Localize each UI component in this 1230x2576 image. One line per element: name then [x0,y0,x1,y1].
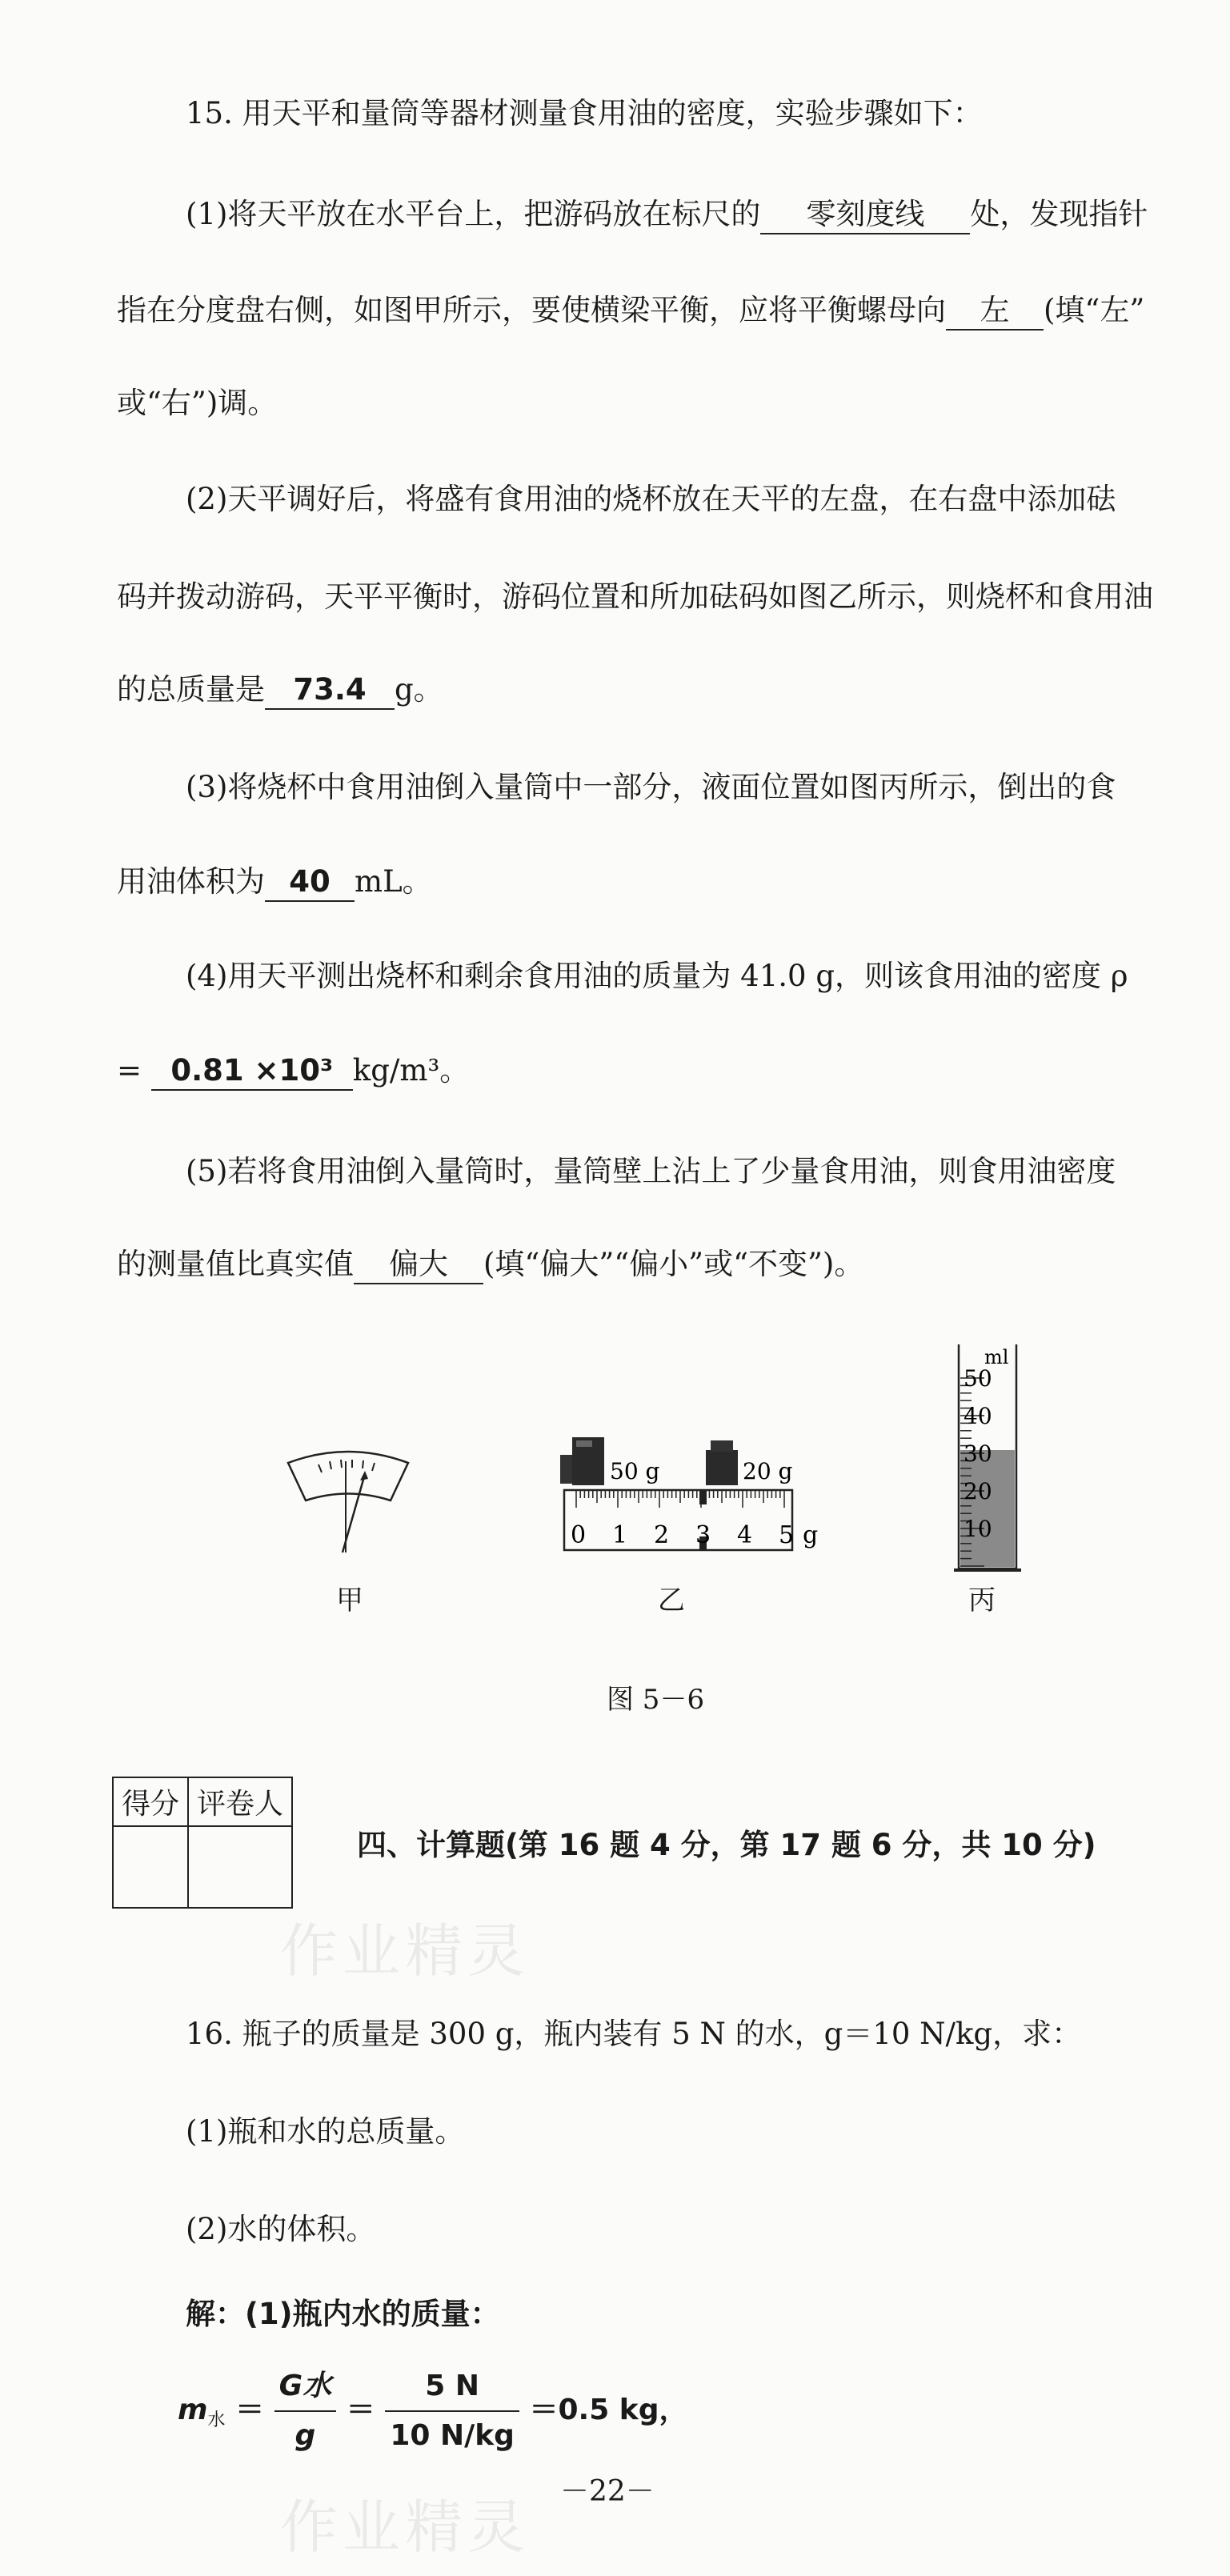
m-subscript: 水 [207,2410,226,2431]
figure-label-yi: 乙 [658,1584,685,1617]
figure-jia-dial [280,1440,424,1568]
q16-equation: $m_水$ ＝ $\frac{\text{G水}}{g}$ ＝ $\frac{5 N}{10 N/kg}$ ＝0.5 kg， [178,2362,1230,2460]
q15-p3-line2 [117,863,1230,902]
weight-label-50: 50 g [610,1458,660,1484]
fraction-G-over-g [274,2362,337,2460]
q15-p3-unit: mL。 [355,864,432,899]
q15-answer-left: 左 [946,292,1044,331]
q16-sub1: (1)瓶和水的总质量。 [186,2114,465,2149]
section-4-title: 四、计算题(第 16 题 4 分，第 17 题 6 分，共 10 分) [357,1828,1096,1862]
q15-p4-line1: (4)用天平测出烧杯和剩余食用油的质量为 41.0 g，则该食用油的密度 ρ [186,959,1128,993]
q15-p2-text-c: 的总质量是 [117,672,265,707]
q15-p2-line1: (2)天平调好后，将盛有食用油的烧杯放在天平的左盘，在右盘中添加砝 [186,482,1116,516]
q15-p5-text-c: (填“偏大”“偏小”或“不变”)。 [483,1247,864,1281]
q16-solution-1: 解：(1)瓶内水的质量： [186,2297,500,2331]
score-cell-1 [113,1826,188,1908]
q15-stem: 15. 用天平和量筒等器材测量食用油的密度，实验步骤如下： [186,96,983,130]
watermark-1: 作业精灵 [280,1917,531,1985]
cylinder-label: 30 [964,1440,992,1467]
ruler-ticks [576,1490,784,1508]
q16-result: ＝0.5 kg， [529,2394,688,2426]
cylinder-unit: ml [984,1346,1009,1368]
rider-top [699,1490,707,1504]
q15-p2-line2: 码并拨动游码，天平平衡时，游码位置和所加砝码如图乙所示，则烧杯和食用油 [117,579,1153,614]
dial-plate [288,1452,408,1500]
score-col-2: 评卷人 [188,1777,292,1826]
q15-p1-text-d: (填“左” [1044,293,1145,327]
page-number: －22－ [560,2475,655,2508]
figure-label-jia: 甲 [336,1584,363,1617]
frac2-denominator: 10 N/kg [390,2419,515,2452]
q15-p1-text-c: 指在分度盘右侧，如图甲所示，要使横梁平衡，应将平衡螺母向 [117,293,946,327]
cylinder-liquid [960,1450,1015,1567]
figure-caption: 图 5－6 [607,1684,705,1716]
figure-yi-ruler [560,1432,819,1568]
frac2-numerator: 5 N [385,2362,519,2412]
figure-label-bing: 丙 [968,1584,996,1617]
cylinder-label: 10 [964,1516,992,1542]
frac1-denominator: g [294,2419,316,2452]
ruler-label: 1 [612,1521,628,1549]
q15-p2-line3 [117,671,1230,710]
ruler-label: g [803,1521,819,1549]
fraction-5N-over-10 [385,2362,519,2460]
cylinder-label: 40 [964,1403,992,1429]
q15-p5-line1: (5)若将食用油倒入量筒时，量筒壁上沾上了少量食用油，则食用油密度 [186,1154,1116,1188]
watermark-2: 作业精灵 [280,2494,531,2561]
score-cell-2 [188,1826,292,1908]
m-symbol: m [178,2394,208,2426]
q15-part1-line1 [186,195,1230,234]
ruler-label: 5 [779,1521,795,1549]
ruler-labels [571,1521,818,1549]
q15-p4-eq: = [117,1053,142,1088]
score-col-1: 得分 [113,1777,188,1826]
cylinder-label: 20 [964,1478,992,1504]
cylinder-label: 50 [964,1365,992,1392]
q15-p5-text-b: 的测量值比真实值 [117,1247,354,1281]
ruler-frame [564,1490,795,1550]
q15-p4-unit: kg/m³。 [352,1053,470,1088]
q15-answer-mass: 73.4 [265,671,395,710]
cylinder-labels [964,1365,992,1542]
q15-p1-text-e: 或“右”)调。 [117,386,278,420]
ruler-label: 3 [695,1521,711,1549]
q15-p5-line2 [117,1245,1230,1284]
q15-answer-larger: 偏大 [354,1246,483,1284]
weight-20g [706,1450,738,1485]
pointer-tip [360,1471,368,1480]
q15-answer-density: 0.81 ×10³ [151,1052,353,1091]
q15-p4-line2 [117,1052,1230,1091]
ruler-label: 2 [654,1521,670,1549]
q15-answer-zero-line: 零刻度线 [760,196,970,234]
q15-answer-volume: 40 [265,863,355,902]
q15-p2-unit: g。 [395,672,443,707]
q15-part1-line2 [117,291,1230,331]
q15-p1-text-b: 处，发现指针 [970,197,1148,231]
ruler-label: 0 [571,1521,587,1549]
weight-label-20: 20 g [743,1458,793,1484]
q15-p3-text-b: 用油体积为 [117,864,265,899]
ruler-label: 4 [737,1521,753,1549]
q15-p3-line1: (3)将烧杯中食用油倒入量筒中一部分，液面位置如图丙所示，倒出的食 [186,770,1116,804]
score-table [112,1777,293,1909]
q16-stem: 16. 瓶子的质量是 300 g，瓶内装有 5 N 的水，g＝10 N/kg，求： [186,2017,1082,2051]
frac1-numerator: G水 [274,2362,337,2412]
q15-p1-text-a: (1)将天平放在水平台上，把游码放在标尺的 [186,197,761,231]
q16-sub2: (2)水的体积。 [186,2212,376,2246]
figure-bing-cylinder [952,1336,1024,1576]
